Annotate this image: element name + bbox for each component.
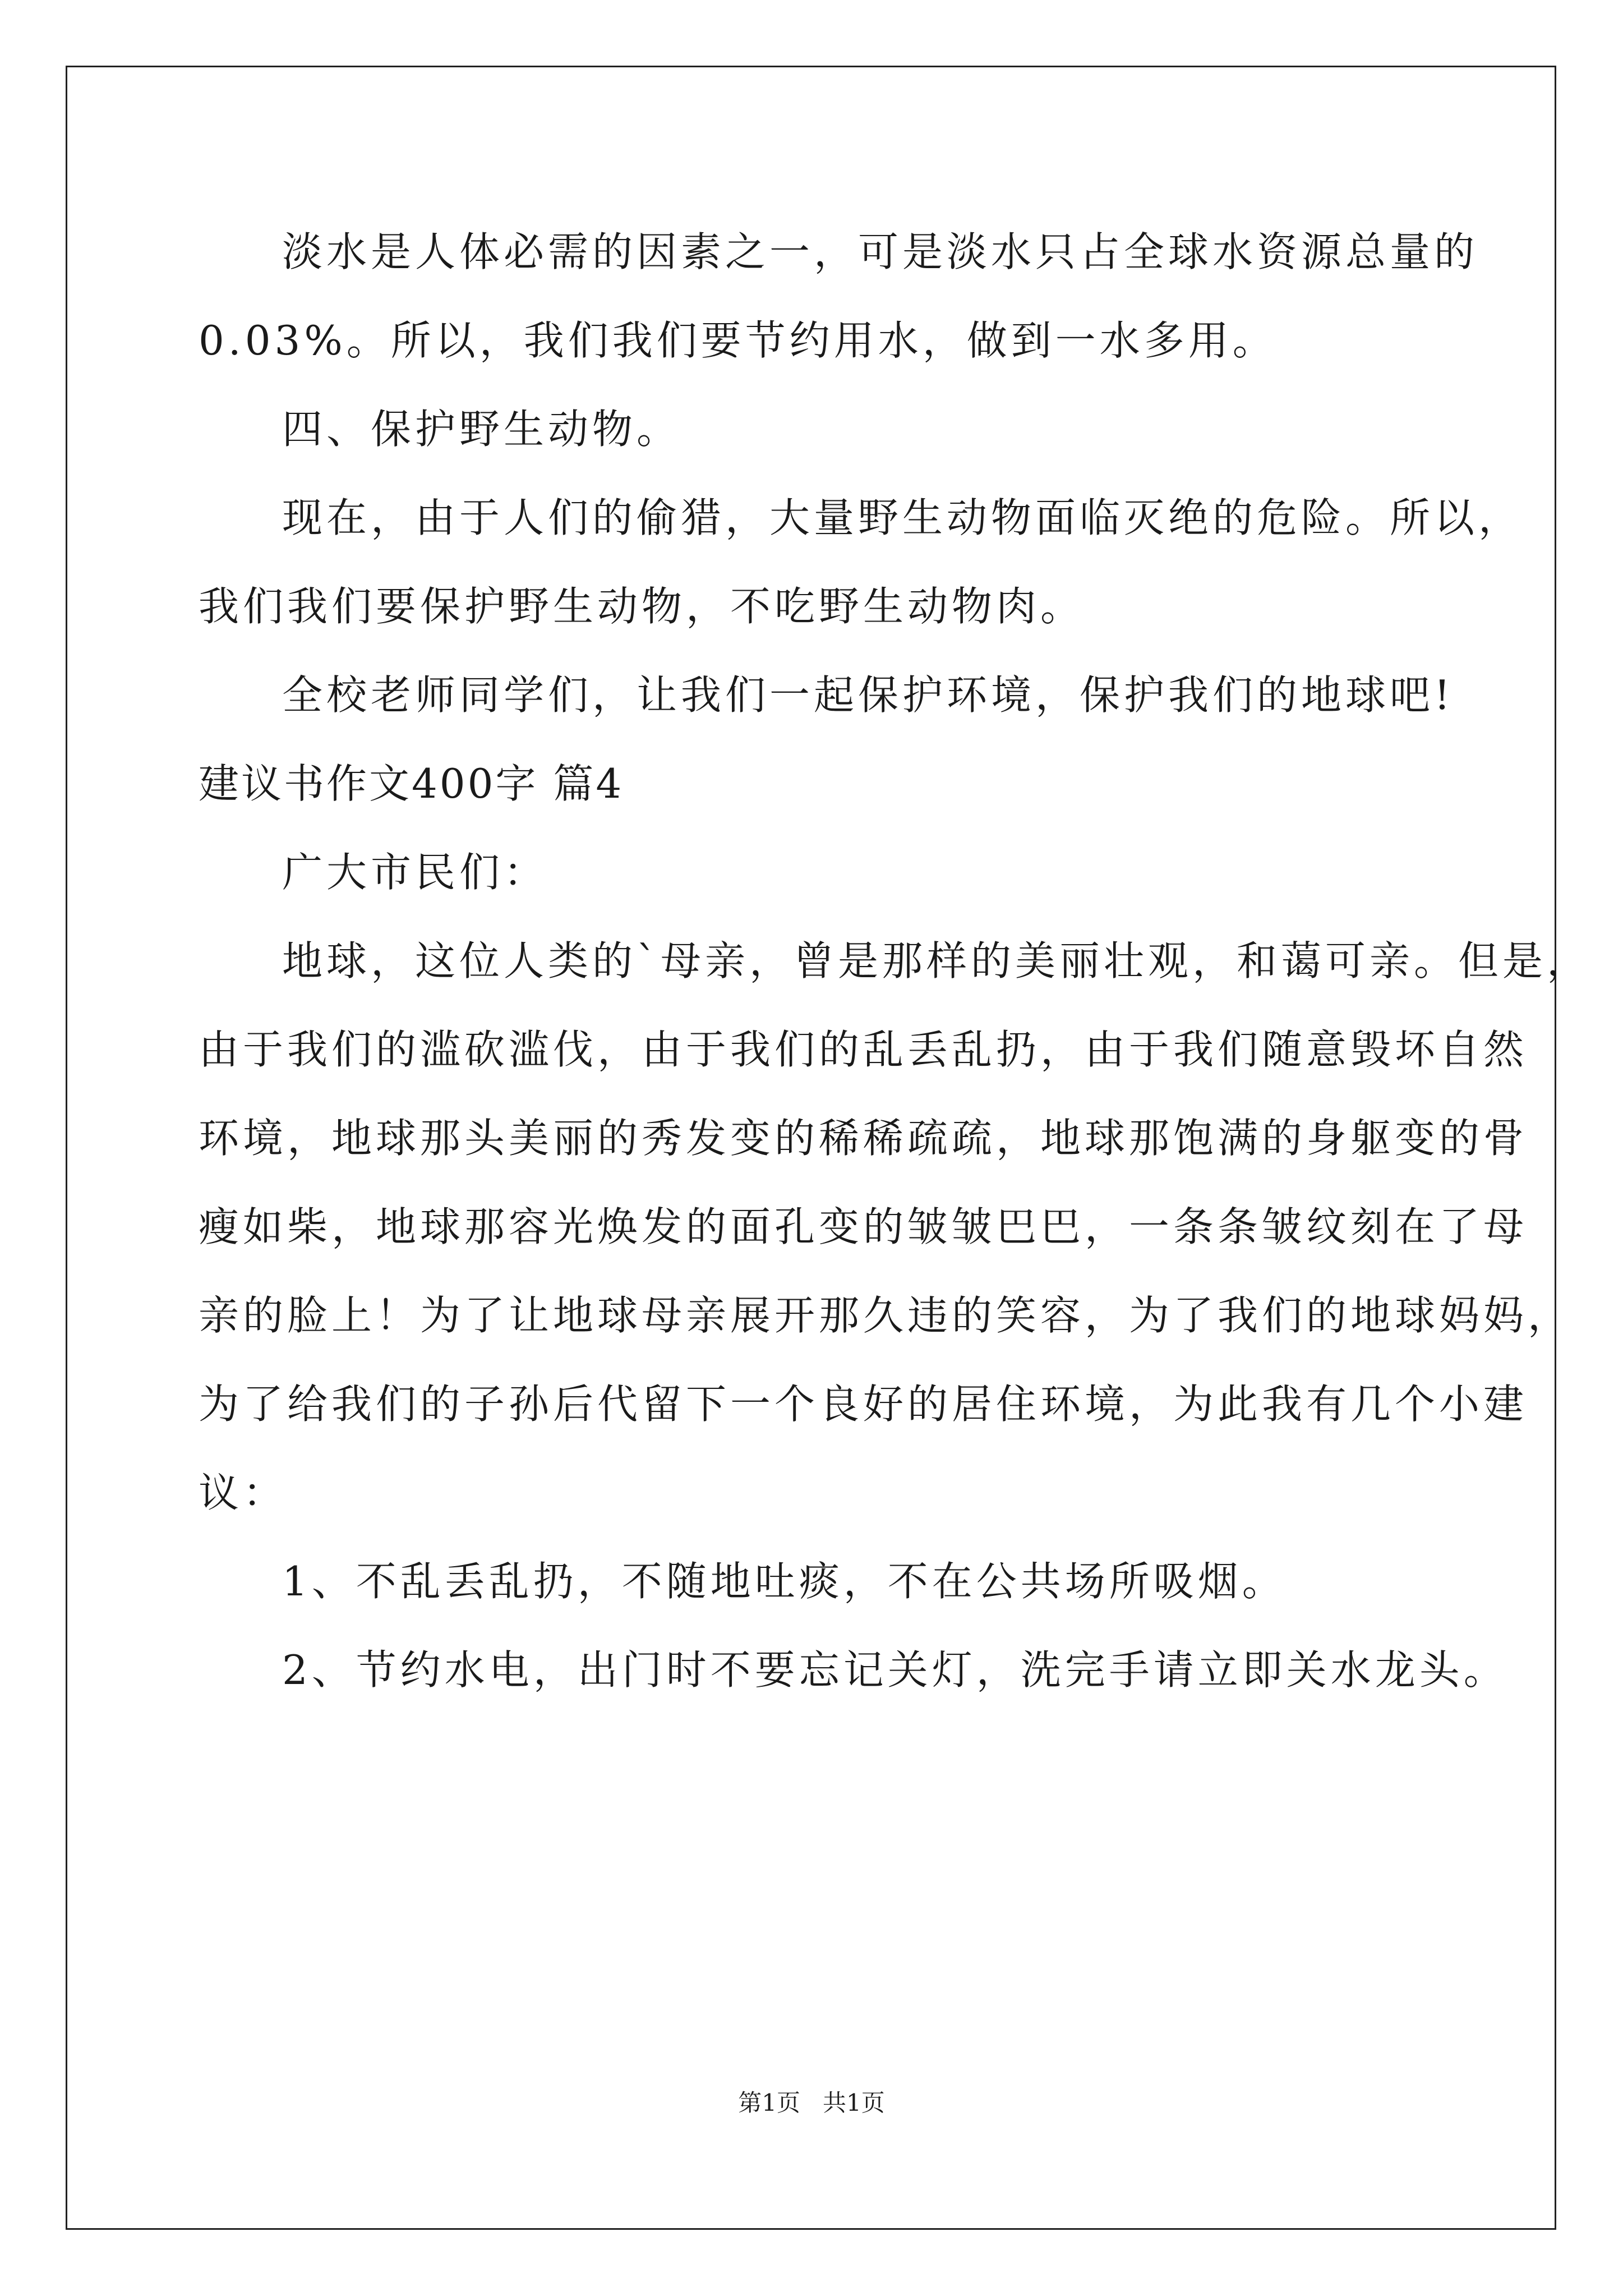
salutation: 广大市民们： bbox=[282, 849, 548, 896]
list-item: 2、节约水电，出门时不要忘记关灯，洗完手请立即关水龙头。 bbox=[282, 1646, 1508, 1694]
paragraph-line: 环境，地球那头美丽的秀发变的稀稀疏疏，地球那饱满的身躯变的骨 bbox=[199, 1115, 1528, 1162]
section-heading: 四、保护野生动物。 bbox=[282, 406, 681, 453]
paragraph-line: 现在，由于人们的偷猎，大量野生动物面临灭绝的危险。所以， bbox=[282, 494, 1523, 541]
paragraph-line: 0.03%。所以，我们我们要节约用水，做到一水多用。 bbox=[199, 317, 1277, 364]
page-number: 第1页 bbox=[738, 2089, 800, 2116]
paragraph-line: 亲的脸上！为了让地球母亲展开那久违的笑容，为了我们的地球妈妈， bbox=[199, 1292, 1573, 1339]
paragraph-line: 地球，这位人类的`母亲，曾是那样的美丽壮观，和蔼可亲。但是， bbox=[282, 937, 1592, 984]
page-footer bbox=[0, 2085, 1623, 2118]
list-item: 1、不乱丢乱扔，不随地吐痰，不在公共场所吸烟。 bbox=[282, 1558, 1287, 1605]
paragraph-line: 瘦如柴，地球那容光焕发的面孔变的皱皱巴巴，一条条皱纹刻在了母 bbox=[199, 1203, 1528, 1250]
paragraph-line: 我们我们要保护野生动物，不吃野生动物肉。 bbox=[199, 583, 1085, 630]
paragraph-line: 淡水是人体必需的因素之一，可是淡水只占全球水资源总量的 bbox=[282, 228, 1479, 275]
page-total: 共1页 bbox=[823, 2089, 885, 2116]
paragraph-line: 为了给我们的子孙后代留下一个良好的居住环境，为此我有几个小建 bbox=[199, 1381, 1528, 1428]
paragraph-line: 全校老师同学们，让我们一起保护环境，保护我们的地球吧! bbox=[282, 671, 1454, 719]
article-title: 建议书作文400字 篇4 bbox=[199, 760, 624, 807]
paragraph-line: 议： bbox=[199, 1469, 288, 1516]
paragraph-line: 由于我们的滥砍滥伐，由于我们的乱丢乱扔，由于我们随意毁坏自然 bbox=[199, 1026, 1528, 1073]
